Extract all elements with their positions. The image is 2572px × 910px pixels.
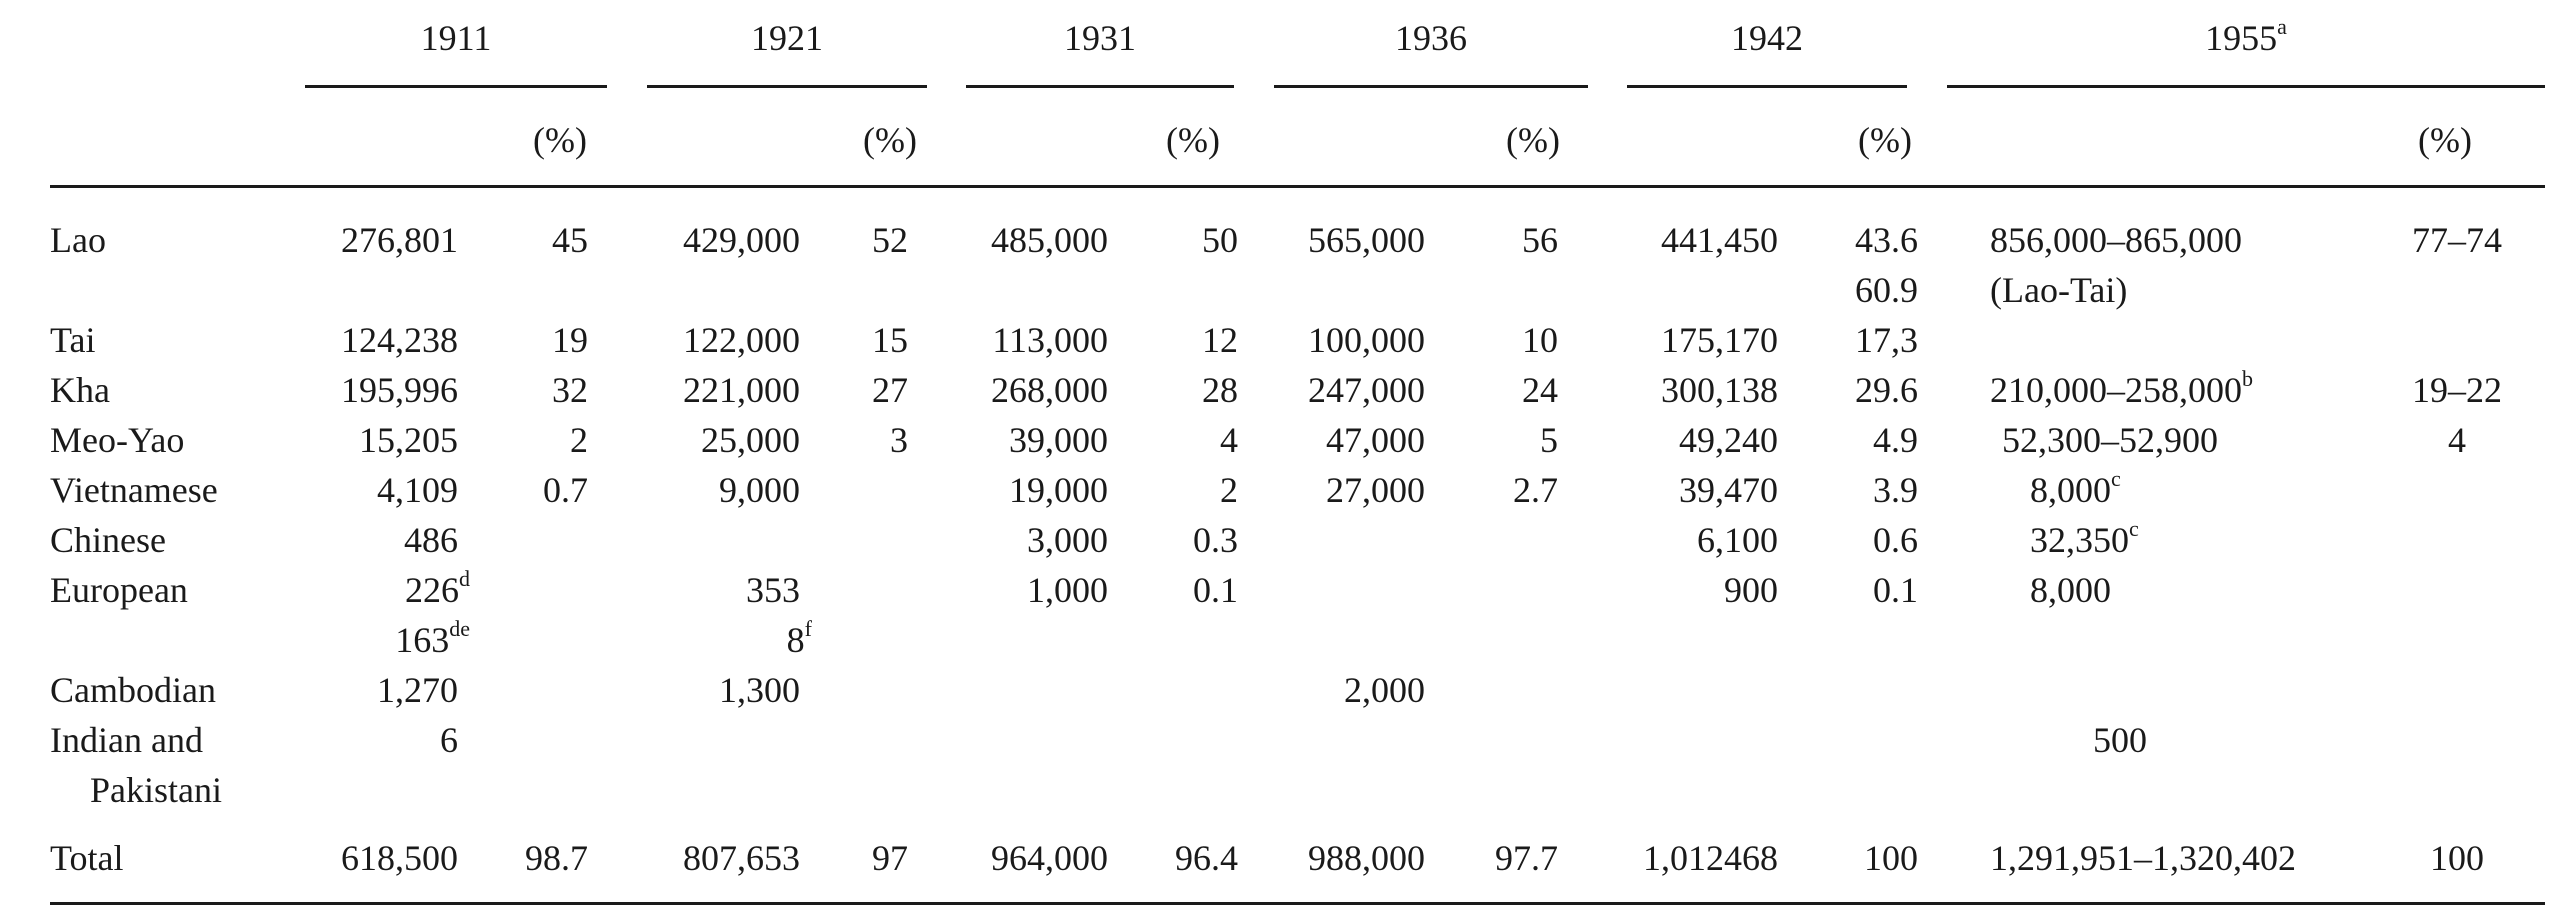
bottom-rule xyxy=(50,902,2545,905)
pct-header: (%) xyxy=(2418,120,2472,160)
value-cell: 4,109 xyxy=(377,470,458,510)
year-label-1955: 1955 xyxy=(2205,18,2278,58)
footnote-mark: c xyxy=(2111,466,2121,491)
year-header-1931: 1931 xyxy=(1064,18,1136,58)
value-cell: 1,270 xyxy=(377,670,458,710)
row-label-continued: Pakistani xyxy=(90,770,222,810)
value-cell-1955: 32,350$^c$ xyxy=(2030,516,2139,560)
value-cell-1955: (Lao-Tai) xyxy=(1990,270,2128,310)
value-cell: 122,000 xyxy=(683,320,800,360)
footnote-mark: de xyxy=(449,616,470,641)
percent-cell-1955: 19–22 xyxy=(2412,370,2502,410)
percent-cell: 98.7 xyxy=(525,838,588,878)
footnote-mark: f xyxy=(804,616,812,641)
value-cell: 49,240 xyxy=(1679,420,1778,460)
value-cell: 39,470 xyxy=(1679,470,1778,510)
percent-cell: 0.6 xyxy=(1873,520,1918,560)
value-cell: 9,000 xyxy=(719,470,800,510)
value-cell: 6 xyxy=(440,720,458,760)
year-header-1955 xyxy=(1947,14,2545,58)
row-label: Tai xyxy=(50,320,96,360)
percent-cell: 3 xyxy=(890,420,908,460)
percent-cell: 96.4 xyxy=(1175,838,1238,878)
value-cell: 276,801 xyxy=(341,220,458,260)
pct-header: (%) xyxy=(863,120,917,160)
percent-cell: 10 xyxy=(1522,320,1558,360)
value-cell: 19,000 xyxy=(1009,470,1108,510)
percent-cell: 24 xyxy=(1522,370,1558,410)
value-cell: 900 xyxy=(1724,570,1778,610)
percent-cell: 0.1 xyxy=(1193,570,1238,610)
value-cell: 1,000 xyxy=(1027,570,1108,610)
row-label: Cambodian xyxy=(50,670,216,710)
pct-header: (%) xyxy=(533,120,587,160)
group-rule-1921 xyxy=(647,85,927,88)
percent-cell-1955: 4 xyxy=(2448,420,2466,460)
value-cell-1955: 210,000–258,000$^b$ xyxy=(1990,366,2253,410)
row-label: Indian and xyxy=(50,720,203,760)
percent-cell: 97.7 xyxy=(1495,838,1558,878)
percent-cell: 50 xyxy=(1202,220,1238,260)
value-cell: 807,653 xyxy=(683,838,800,878)
value-cell: 1,300 xyxy=(719,670,800,710)
footnote-mark: b xyxy=(2242,366,2253,391)
value-cell-1955: 856,000–865,000 xyxy=(1990,220,2242,260)
group-rule-1931 xyxy=(966,85,1234,88)
row-label: Chinese xyxy=(50,520,166,560)
row-label: Kha xyxy=(50,370,110,410)
percent-cell: 97 xyxy=(872,838,908,878)
value-cell: 247,000 xyxy=(1308,370,1425,410)
value-cell: 47,000 xyxy=(1326,420,1425,460)
percent-cell: 5 xyxy=(1540,420,1558,460)
value-cell-1955: 52,300–52,900 xyxy=(2002,420,2218,460)
value-cell: 964,000 xyxy=(991,838,1108,878)
value-cell-1955: 8,000$^c$ xyxy=(2030,466,2121,510)
value-cell: 15,205 xyxy=(359,420,458,460)
year-header-1942: 1942 xyxy=(1731,18,1803,58)
percent-cell: 0.1 xyxy=(1873,570,1918,610)
percent-cell: 3.9 xyxy=(1873,470,1918,510)
value-cell: 221,000 xyxy=(683,370,800,410)
row-label: Total xyxy=(50,838,124,878)
group-rule-1911 xyxy=(305,85,607,88)
percent-cell: 56 xyxy=(1522,220,1558,260)
value-cell: 565,000 xyxy=(1308,220,1425,260)
value-cell: 353 xyxy=(746,570,800,610)
percent-cell: 45 xyxy=(552,220,588,260)
value-cell: 195,996 xyxy=(341,370,458,410)
value-cell: 2,000 xyxy=(1344,670,1425,710)
percent-cell: 29.6 xyxy=(1855,370,1918,410)
row-label: Vietnamese xyxy=(50,470,218,510)
value-cell: 1,012468 xyxy=(1643,838,1778,878)
row-label: Lao xyxy=(50,220,106,260)
percent-cell-1955: 77–74 xyxy=(2412,220,2502,260)
row-label: Meo-Yao xyxy=(50,420,185,460)
pct-header: (%) xyxy=(1166,120,1220,160)
percent-cell: 43.6 xyxy=(1855,220,1918,260)
percent-cell: 15 xyxy=(872,320,908,360)
pct-header: (%) xyxy=(1858,120,1912,160)
percent-cell: 100 xyxy=(1864,838,1918,878)
percent-cell: 0.7 xyxy=(543,470,588,510)
percent-cell: 60.9 xyxy=(1855,270,1918,310)
value-cell: 441,450 xyxy=(1661,220,1778,260)
value-cell: 113,000 xyxy=(992,320,1108,360)
group-rule-1936 xyxy=(1274,85,1588,88)
value-cell: 226$^d$ xyxy=(405,566,470,610)
percent-cell: 4 xyxy=(1220,420,1238,460)
value-cell: 429,000 xyxy=(683,220,800,260)
year-header-1921: 1921 xyxy=(751,18,823,58)
percent-cell: 19 xyxy=(552,320,588,360)
group-rule-1955 xyxy=(1947,85,2545,88)
header-rule xyxy=(50,185,2545,188)
value-cell: 27,000 xyxy=(1326,470,1425,510)
value-cell: 124,238 xyxy=(341,320,458,360)
percent-cell: 0.3 xyxy=(1193,520,1238,560)
value-cell: 300,138 xyxy=(1661,370,1778,410)
value-cell: 25,000 xyxy=(701,420,800,460)
value-cell: 3,000 xyxy=(1027,520,1108,560)
value-cell: 268,000 xyxy=(991,370,1108,410)
percent-cell: 32 xyxy=(552,370,588,410)
value-cell: 8$^f$ xyxy=(786,616,812,660)
value-cell: 39,000 xyxy=(1009,420,1108,460)
percent-cell: 4.9 xyxy=(1873,420,1918,460)
footnote-mark: d xyxy=(459,566,470,591)
value-cell-1955: 8,000 xyxy=(2030,570,2111,610)
value-cell-1955: 500 xyxy=(2093,720,2147,760)
group-rule-1942 xyxy=(1627,85,1907,88)
value-cell: 485,000 xyxy=(991,220,1108,260)
footnote-mark: c xyxy=(2129,516,2139,541)
value-cell: 163de xyxy=(395,616,470,660)
value-cell: 988,000 xyxy=(1308,838,1425,878)
value-cell: 100,000 xyxy=(1308,320,1425,360)
value-cell-1955: 1,291,951–1,320,402 xyxy=(1990,838,2296,878)
value-cell: 618,500 xyxy=(341,838,458,878)
value-cell: 175,170 xyxy=(1661,320,1778,360)
percent-cell: 2 xyxy=(1220,470,1238,510)
year-header-1936: 1936 xyxy=(1395,18,1467,58)
value-cell: 486 xyxy=(404,520,458,560)
year-header-1911: 1911 xyxy=(420,18,492,58)
percent-cell-1955: 100 xyxy=(2430,838,2484,878)
percent-cell: 2 xyxy=(570,420,588,460)
percent-cell: 2.7 xyxy=(1513,470,1558,510)
percent-cell: 17,3 xyxy=(1855,320,1918,360)
row-label: European xyxy=(50,570,188,610)
value-cell: 6,100 xyxy=(1697,520,1778,560)
percent-cell: 52 xyxy=(872,220,908,260)
footnote-mark: a xyxy=(2277,14,2287,39)
percent-cell: 27 xyxy=(872,370,908,410)
percent-cell: 12 xyxy=(1202,320,1238,360)
pct-header: (%) xyxy=(1506,120,1560,160)
percent-cell: 28 xyxy=(1202,370,1238,410)
